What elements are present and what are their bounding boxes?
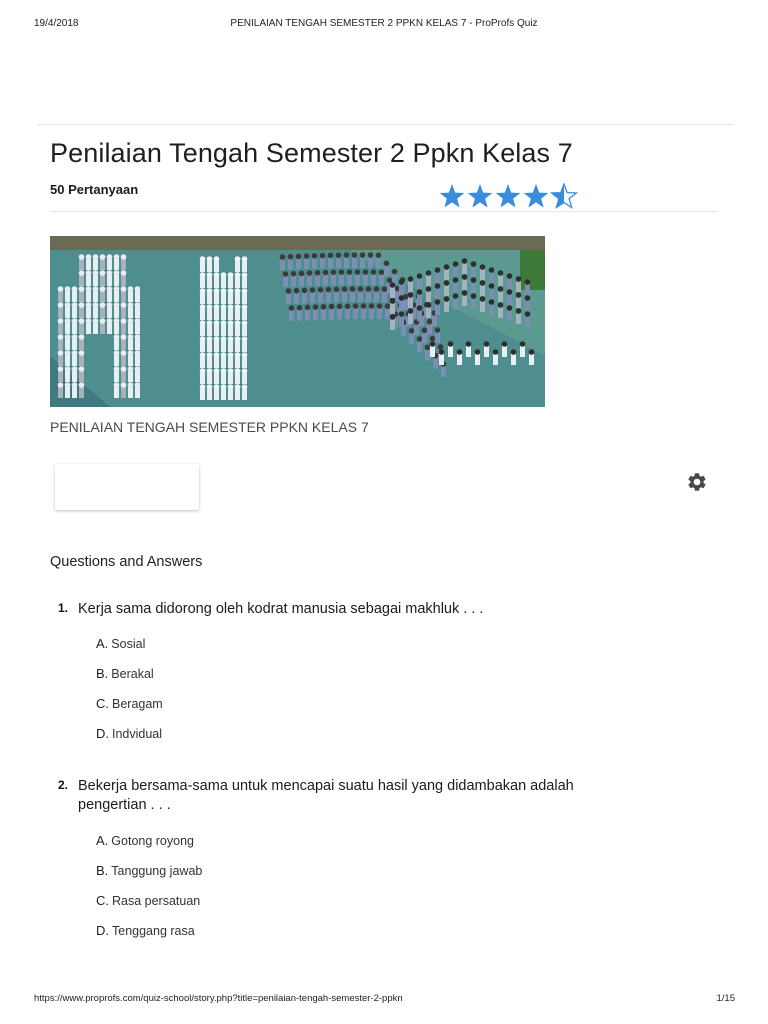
star-full-icon	[440, 184, 465, 208]
option-letter: B.	[96, 863, 109, 878]
banner-caption: PENILAIAN TENGAH SEMESTER PPKN KELAS 7	[50, 419, 369, 435]
option-text: Berakal	[111, 667, 154, 681]
print-header	[0, 18, 768, 32]
option-text: Rasa persatuan	[112, 894, 201, 908]
option-letter: D.	[96, 923, 109, 938]
question-count: 50 Pertanyaan	[50, 182, 139, 197]
section-title: Questions and Answers	[50, 554, 203, 570]
print-url: https://www.proprofs.com/quiz-school/story.php?title=penilaian-tengah-semester-2-ppkn	[34, 993, 403, 1004]
quiz-title: Penilaian Tengah Semester 2 Ppkn Kelas 7	[50, 138, 573, 168]
option-letter: D.	[96, 726, 109, 741]
star-rating	[438, 183, 578, 211]
option-a[interactable]	[96, 833, 194, 848]
top-divider	[37, 124, 733, 125]
question-text	[78, 777, 618, 815]
title-divider	[50, 211, 717, 212]
blank-card[interactable]	[55, 464, 199, 510]
option-letter: B.	[96, 666, 109, 681]
option-d[interactable]	[96, 726, 162, 741]
question-1	[58, 600, 618, 741]
option-c[interactable]	[96, 696, 163, 711]
option-letter: C.	[96, 893, 109, 908]
question-text-line-2: pengertian . . .	[78, 797, 171, 813]
option-text: Tenggang rasa	[112, 924, 195, 938]
option-letter: A.	[96, 833, 109, 848]
option-text: Indvidual	[112, 727, 163, 741]
question-number: 1.	[58, 601, 69, 615]
quiz-banner-image	[50, 236, 545, 407]
page-indicator: 1/15	[716, 993, 735, 1004]
option-text: Beragam	[112, 697, 163, 711]
option-letter: A.	[96, 636, 109, 651]
option-a[interactable]	[96, 636, 145, 651]
option-d[interactable]	[96, 923, 195, 938]
option-b[interactable]	[96, 863, 202, 878]
option-letter: C.	[96, 696, 109, 711]
gear-icon	[686, 471, 708, 493]
question-text: Kerja sama didorong oleh kodrat manusia sebagai makhluk . . .	[78, 601, 484, 617]
question-2	[58, 777, 618, 938]
star-full-icon	[496, 184, 521, 208]
question-number: 2.	[58, 778, 69, 792]
star-full-icon	[524, 184, 549, 208]
print-document-title: PENILAIAN TENGAH SEMESTER 2 PPKN KELAS 7 - ProProfs Quiz	[230, 18, 538, 29]
settings-button[interactable]	[686, 471, 708, 493]
star-full-icon	[468, 184, 493, 208]
option-text: Tanggung jawab	[111, 864, 203, 878]
option-b[interactable]	[96, 666, 154, 681]
question-text-line-1: Bekerja bersama-sama untuk mencapai suatu hasil yang didambakan adalah	[78, 778, 574, 794]
print-date: 19/4/2018	[34, 18, 79, 29]
option-text: Gotong royong	[111, 834, 194, 848]
option-text: Sosial	[111, 637, 146, 651]
option-c[interactable]	[96, 893, 200, 908]
